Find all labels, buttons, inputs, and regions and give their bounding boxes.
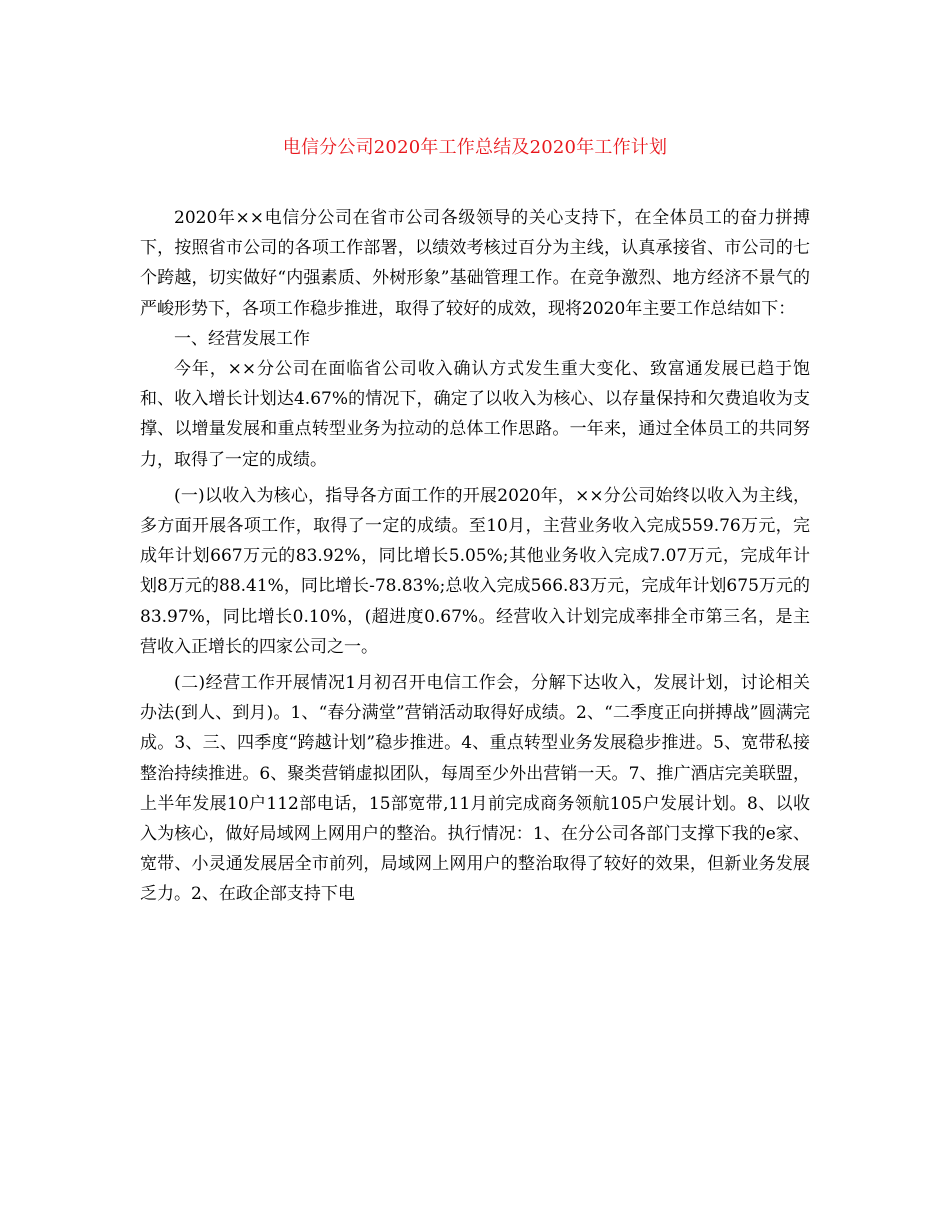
paragraph-revenue: (一)以收入为核心，指导各方面工作的开展2020年，××分公司始终以收入为主线，多方面开展各项工作，取得了一定的成绩。至10月，主营业务收入完成559.76万元，完成年计划667万元的83.92%，同比增长5.05%;其他业务收入完成7.07万元，完成年计划8万元的88.41%，同比增长-78.83%;总收入完成566.83万元，完成年计划675万元的83.97%，同比增长0.10%，(超进度0.67%。经营收入计划完成率排全市第三名，是主营收入正增长的四家公司之一。: [140, 485, 810, 657]
document-title: 电信分公司2020年工作总结及2020年工作计划: [282, 137, 668, 158]
paragraph-business-overview: 今年，××分公司在面临省公司收入确认方式发生重大变化、致富通发展已趋于饱和、收入增长计划达4.67%的情况下，确定了以收入为核心、以存量保持和欠费追收为支撑、以增量发展和重点转型业务为拉动的总体工作思路。一年来，通过全体员工的共同努力，取得了一定的成绩。: [140, 359, 810, 470]
section-heading-business: 一、经营发展工作: [174, 328, 310, 349]
paragraph-operations: (二)经营工作开展情况1月初召开电信工作会，分解下达收入，发展计划，讨论相关办法(到人、到月)。1、“春分满堂”营销活动取得好成绩。2、“二季度正向拼搏战”圆满完成。3、三、四季度“跨越计划”稳步推进。4、重点转型业务发展稳步推进。5、宽带私接整治持续推进。6、聚类营销虚拟团队，每周至少外出营销一天。7、推广酒店完美联盟，上半年发展10户112部电话，15部宽带,11月前完成商务领航105户发展计划。8、以收入为核心，做好局域网上网用户的整治。执行情况：1、在分公司各部门支撑下我的e家、宽带、小灵通发展居全市前列，局域网上网用户的整治取得了较好的效果，但新业务发展乏力。2、在政企部支持下电: [140, 673, 810, 905]
document-body: [140, 203, 810, 910]
paragraph-intro: 2020年××电信分公司在省市公司各级领导的关心支持下，在全体员工的奋力拼搏下，按照省市公司的各项工作部署，以绩效考核过百分为主线，认真承接省、市公司的七个跨越，切实做好“内强素质、外树形象”基础管理工作。在竞争激烈、地方经济不景气的严峻形势下，各项工作稳步推进，取得了较好的成效，现将2020年主要工作总结如下：: [140, 208, 810, 319]
